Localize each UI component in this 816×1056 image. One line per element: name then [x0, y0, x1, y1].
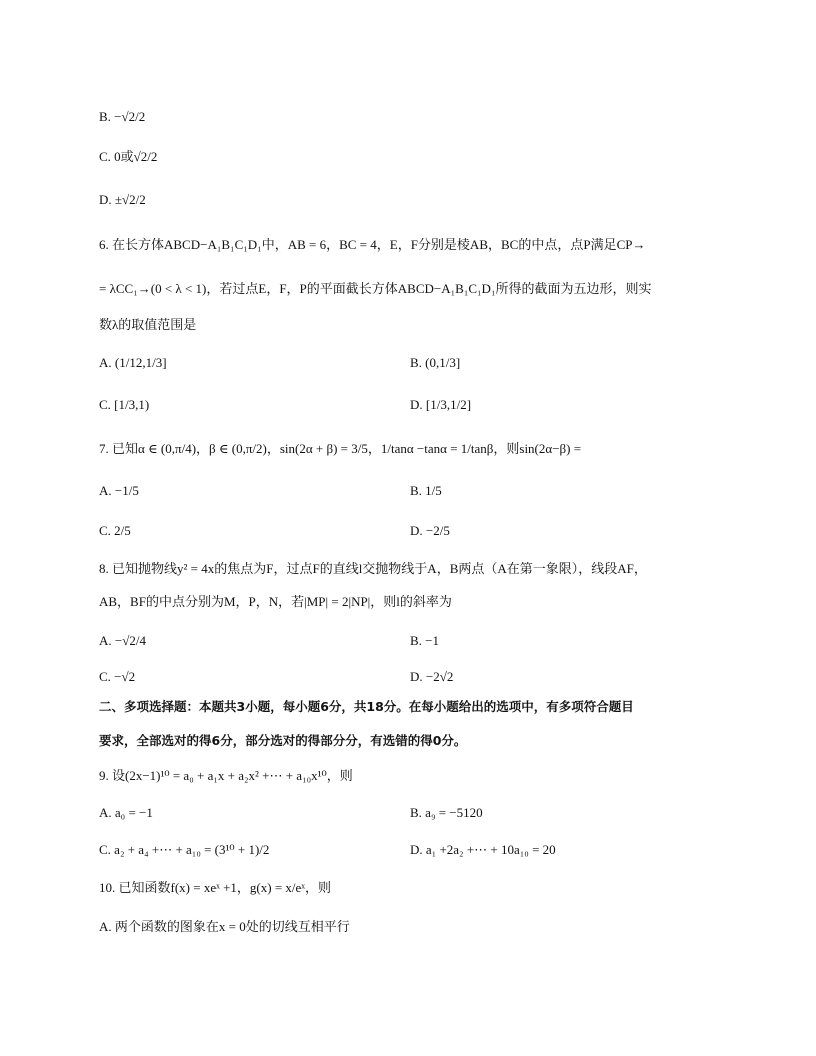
question-line: A. (1/12,1/3]	[99, 355, 167, 370]
question-line: = λCC₁→(0 < λ < 1)，若过点E，F，P的平面截长方体ABCD−A₁B₁C₁D₁所得的截面为五边形，则实	[99, 281, 652, 296]
question-line: 9. 设(2x−1)¹⁰ = a₀ + a₁x + a₂x² +⋯ + a₁₀x¹⁰，则	[99, 768, 353, 783]
question-line: D. [1/3,1/2]	[410, 397, 472, 412]
question-line: B. (0,1/3]	[410, 355, 461, 370]
question-line: D. −2/5	[410, 523, 450, 538]
question-line: B. −√2/2	[99, 109, 146, 124]
question-line: 6. 在长方体ABCD−A₁B₁C₁D₁中，AB = 6，BC = 4，E，F分别是棱AB，BC的中点，点P满足CP→	[99, 237, 646, 252]
question-line: A. −1/5	[99, 483, 139, 498]
question-line: C. [1/3,1)	[99, 397, 150, 412]
question-line: B. a₉ = −5120	[410, 805, 483, 820]
question-line: AB，BF的中点分别为M，P，N，若|MP| = 2|NP|，则l的斜率为	[99, 594, 452, 609]
question-line: D. ±√2/2	[99, 192, 146, 207]
question-line: 10. 已知函数f(x) = xeˣ +1，g(x) = x/eˣ，则	[99, 880, 332, 895]
question-line: 8. 已知抛物线y² = 4x的焦点为F，过点F的直线l交抛物线于A，B两点（A在第一象限），线段AF，	[99, 561, 647, 576]
question-line: B. −1	[410, 633, 440, 648]
section-heading: 要求，全部选对的得6分，部分选对的得部分分，有选错的得0分。	[99, 733, 467, 748]
question-line: B. 1/5	[410, 483, 442, 498]
question-line: C. 2/5	[99, 523, 131, 538]
question-line: A. a₀ = −1	[99, 805, 153, 820]
question-line: 数λ的取值范围是	[99, 317, 197, 332]
question-line: D. a₁ +2a₂ +⋯ + 10a₁₀ = 20	[410, 842, 556, 857]
question-line: A. −√2/4	[99, 633, 146, 648]
question-line: 7. 已知α ∈ (0,π/4)，β ∈ (0,π/2)，sin(2α + β) = 3/5，1/tanα −tanα = 1/tanβ，则sin(2α−β) =	[99, 441, 582, 456]
question-line: C. 0或√2/2	[99, 149, 158, 164]
question-line: D. −2√2	[410, 669, 454, 684]
question-line: C. −√2	[99, 669, 136, 684]
section-heading: 二、多项选择题：本题共3小题，每小题6分，共18分。在每小题给出的选项中，有多项符合题目	[99, 699, 634, 714]
question-line: A. 两个函数的图象在x = 0处的切线互相平行	[99, 919, 350, 934]
question-line: C. a₂ + a₄ +⋯ + a₁₀ = (3¹⁰ + 1)/2	[99, 842, 270, 857]
